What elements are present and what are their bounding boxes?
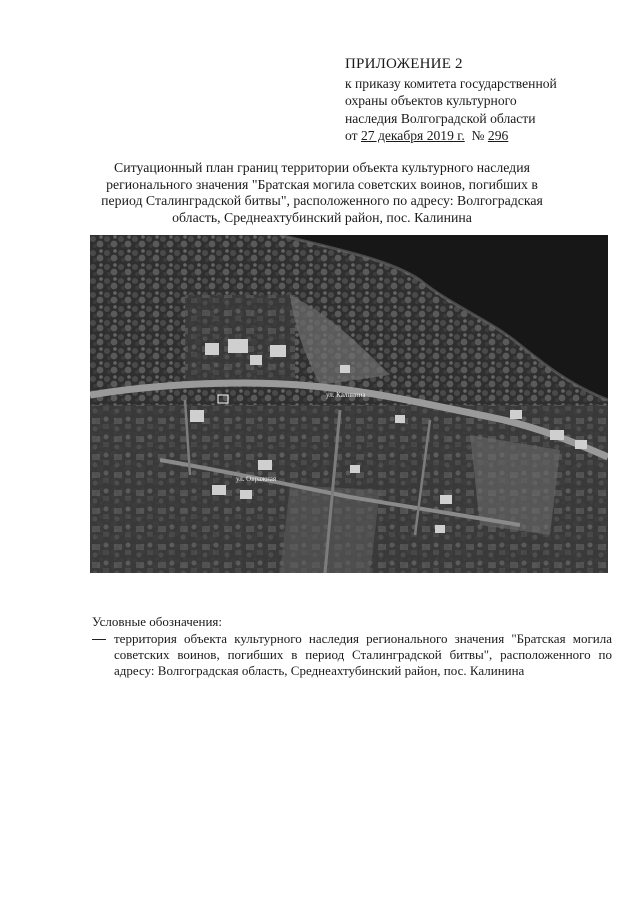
street-label-kalinina: ул. Калинина	[326, 391, 366, 399]
map-image	[90, 235, 608, 573]
appendix-line-2: охраны объектов культурного	[345, 93, 517, 108]
satellite-map	[90, 235, 608, 573]
legend-dash-symbol	[92, 631, 114, 647]
street-label-ovrazhnaya: ул. Овражная	[236, 475, 277, 483]
order-number: 296	[487, 128, 509, 143]
legend-item-text: территория объекта культурного наследия регионального значения "Братская могила советских воинов, погибших в период Сталинградской битвы", расположенного по адресу: Волгоградская область, Среднеахтубинский район, пос. Калинина	[114, 631, 612, 678]
date-prefix: от	[345, 128, 358, 143]
legend	[92, 614, 612, 679]
number-prefix: №	[471, 128, 485, 143]
appendix-line-3: наследия Волгоградской области	[345, 110, 536, 126]
appendix-date-line	[345, 127, 615, 145]
appendix-heading: ПРИЛОЖЕНИЕ 2	[345, 56, 463, 72]
appendix-line-1: к приказу комитета государственной	[345, 75, 557, 91]
legend-item	[92, 631, 612, 679]
legend-heading: Условные обозначения:	[92, 614, 223, 629]
appendix-header	[345, 56, 615, 145]
document-title: Ситуационный план границ территории объекта культурного наследия регионального значения "Братская могила советских воинов, погибших в период Сталинградской битвы", расположенного по адресу: Волгоградская область, Среднеахтубинский район, пос. Калинина	[101, 160, 543, 225]
order-date: 27 декабря 2019 г.	[360, 128, 465, 143]
